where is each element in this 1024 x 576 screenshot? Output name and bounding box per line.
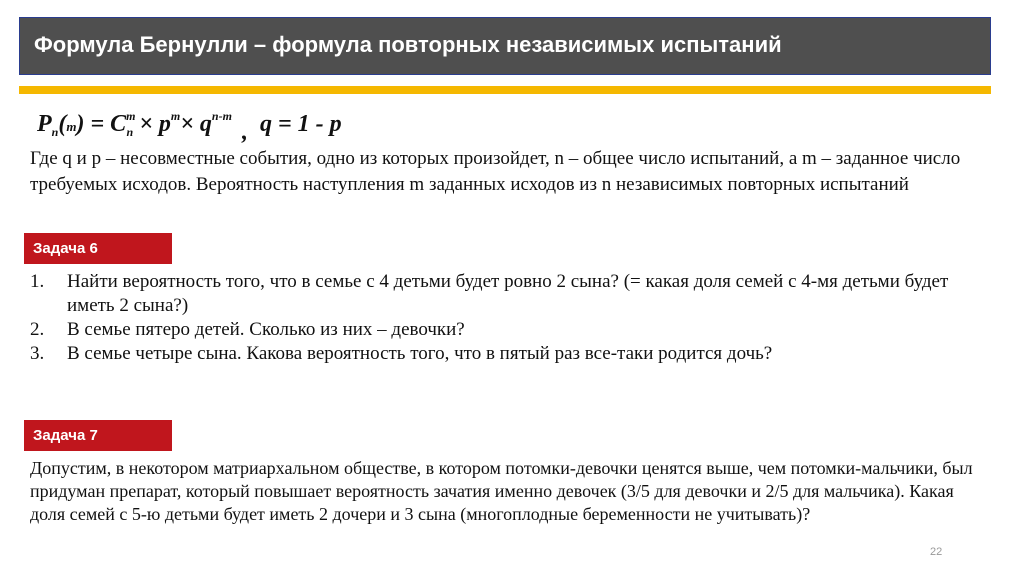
- list-item-text: В семье пятеро детей. Сколько из них – девочки?: [67, 319, 465, 340]
- formula-p: P: [37, 111, 52, 137]
- formula-description: Где q и p – несовместные события, одно из которых произойдет, n – общее число испытаний, а m – заданное число требуемых исходов. Вероятность наступления m заданных исходов из n независимых повторных испытаний: [30, 148, 961, 195]
- list-item: [30, 318, 980, 342]
- task7-text: Допустим, в некотором матриархальном обществе, в котором потомки-девочки ценятся выше, чем потомки-мальчики, был придуман препарат, который повышает вероятность зачатия именно девочек (3/5 для девочки и 2/5 для мальчика). Какая доля семей с 5-ю детьми будет иметь 2 дочери и 3 сына (многоплодные беременности не учитывать)?: [30, 458, 973, 524]
- slide-title: Формула Бернулли – формула повторных независимых испытаний: [34, 32, 782, 57]
- formula-times-p: × p: [133, 111, 171, 137]
- task6-badge: Задача 6: [24, 233, 172, 264]
- list-item: [30, 342, 980, 366]
- formula-times-q: × q: [180, 111, 212, 137]
- list-item-number: 1.: [30, 271, 45, 292]
- formula-c-sub: n: [126, 125, 134, 139]
- formula-c-sup: m: [126, 109, 136, 123]
- formula-p-sub: n: [51, 125, 59, 139]
- slide-title-bar: [19, 17, 991, 75]
- formula-q-sup: n-m: [211, 109, 232, 123]
- task6-list: [30, 270, 980, 366]
- list-item-number: 3.: [30, 343, 45, 364]
- list-item-text: Найти вероятность того, что в семье с 4 детьми будет ровно 2 сына? (= какая доля семей с 4-мя детьми будет иметь 2 сына?): [67, 271, 949, 316]
- formula-p-sup: m: [170, 109, 181, 123]
- task7-badge: Задача 7: [24, 420, 172, 451]
- list-item: [30, 270, 980, 318]
- list-item-number: 2.: [30, 319, 45, 340]
- page-number: 22: [930, 546, 943, 558]
- formula-eq-c: = C: [90, 111, 127, 137]
- formula-comma: ,: [241, 119, 248, 145]
- formula-m: m: [66, 119, 77, 134]
- formula-q-definition: q = 1 - p: [259, 111, 342, 137]
- title-underline: [19, 86, 991, 94]
- bernoulli-formula: $P_n(m) = C^m_n \times p^m\times q^{n-m}$, q = 1 - p: [37, 109, 342, 145]
- list-item-text: В семье четыре сына. Какова вероятность того, что в пятый раз все-таки родится дочь?: [67, 343, 773, 364]
